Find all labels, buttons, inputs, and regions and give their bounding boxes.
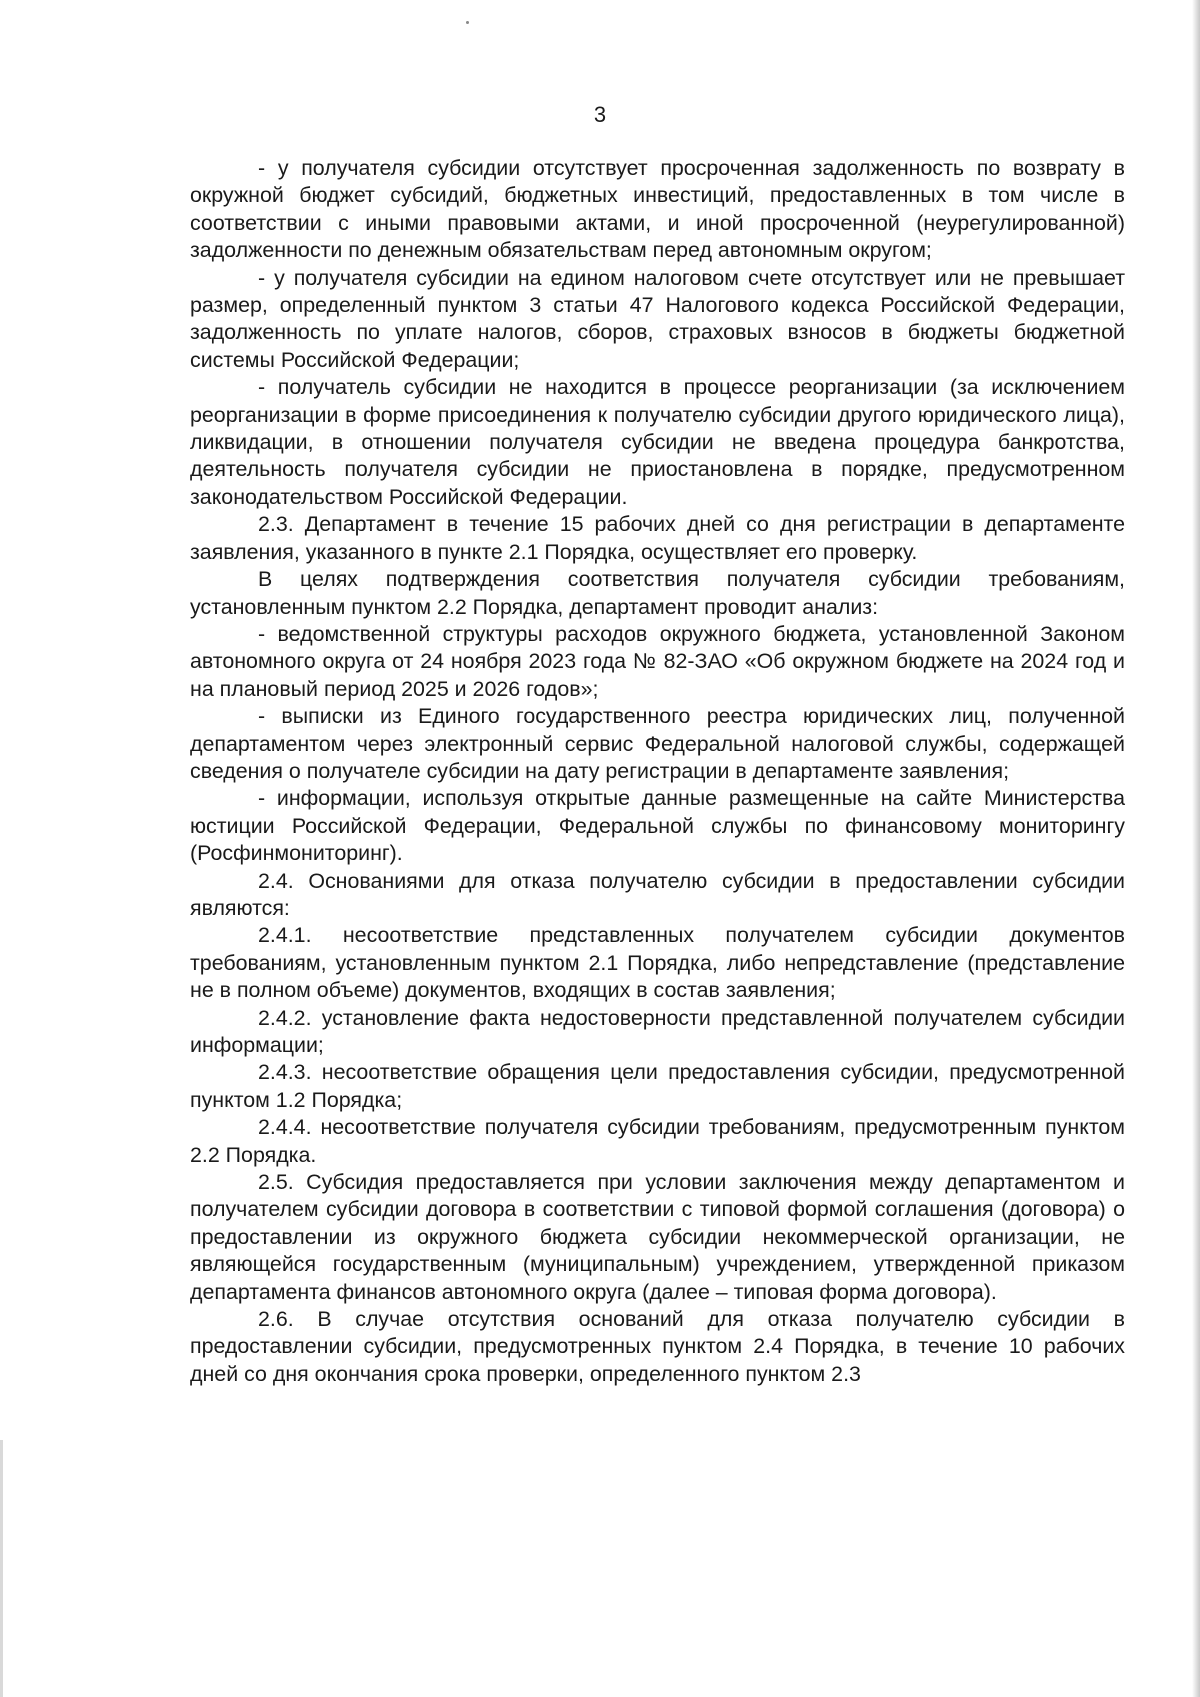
document-body [190, 155, 1125, 1388]
paragraph-2-4-2: 2.4.2. установление факта недостоверности представленной получателем субсидии информации; [190, 1005, 1125, 1057]
paragraph-open-data: - информации, используя открытые данные размещенные на сайте Министерства юстиции Российской Федерации, Федеральной службы по финансовому мониторингу (Росфинмониторинг). [190, 786, 1125, 866]
paragraph-2-4-4: 2.4.4. несоответствие получателя субсидии требованиям, предусмотренным пунктом 2.2 Порядка. [190, 1115, 1125, 1167]
paragraph-budget-structure: - ведомственной структуры расходов окружного бюджета, установленной Законом автономного округа от 24 ноября 2023 года № 82-ЗАО «Об окружном бюджете на 2024 год и на плановый период 2025 и 2026 годов»; [190, 621, 1125, 701]
paragraph-reorganization: - получатель субсидии не находится в процессе реорганизации (за исключением реорганизации в форме присоединения к получателю субсидии другого юридического лица), ликвидации, в отношении получателя субсидии не введена процедура банкротства, деятельность получателя субсидии не приостановлена в порядке, предусмотренном законодательством Российской Федерации. [190, 375, 1125, 509]
scan-speck [466, 21, 469, 24]
page-number: 3 [593, 102, 607, 127]
paragraph-2-5: 2.5. Субсидия предоставляется при условии заключения между департаментом и получателем субсидии договора в соответствии с типовой формой соглашения (договора) о предоставлении из окружного бюджета субсидии некоммерческой организации, не являющейся государственным (муниципальным) учреждением, утвержденной приказом департамента финансов автономного округа (далее – типовая форма договора). [190, 1170, 1125, 1304]
paragraph-2-4-1: 2.4.1. несоответствие представленных получателем субсидии документов требованиям, установленным пунктом 2.1 Порядка, либо непредставление (представление не в полном объеме) документов, входящих в состав заявления; [190, 923, 1125, 1003]
paragraph-2-6: 2.6. В случае отсутствия оснований для отказа получателю субсидии в предоставлении субсидии, предусмотренных пунктом 2.4 Порядка, в течение 10 рабочих дней со дня окончания срока проверки, определенного пунктом 2.3 [190, 1307, 1125, 1386]
paragraph-2-4-3: 2.4.3. несоответствие обращения цели предоставления субсидии, предусмотренной пунктом 1.2 Порядка; [190, 1060, 1125, 1112]
paragraph-no-overdue-debt: - у получателя субсидии отсутствует просроченная задолженность по возврату в окружной бюджет субсидий, бюджетных инвестиций, предоставленных в том числе в соответствии с иными правовыми актами, и иной просроченной (неурегулированной) задолженности по денежным обязательствам перед автономным округом; [190, 156, 1125, 263]
scan-edge-mark [0, 1440, 3, 1697]
paragraph-registry-extract: - выписки из Единого государственного реестра юридических лиц, полученной департаментом через электронный сервис Федеральной налоговой службы, содержащей сведения о получателе субсидии на дату регистрации в департаменте заявления; [190, 704, 1125, 783]
paragraph-2-3: 2.3. Департамент в течение 15 рабочих дней со дня регистрации в департаменте заявления, указанного в пункте 2.1 Порядка, осуществляет его проверку. [190, 512, 1125, 564]
scan-edge-shadow [1192, 0, 1200, 1697]
paragraph-2-4: 2.4. Основаниями для отказа получателю субсидии в предоставлении субсидии являются: [190, 868, 1125, 920]
paragraph-analysis-intro: В целях подтверждения соответствия получателя субсидии требованиям, установленным пунктом 2.2 Порядка, департамент проводит анализ: [190, 567, 1125, 619]
paragraph-tax-account: - у получателя субсидии на едином налоговом счете отсутствует или не превышает размер, определенный пунктом 3 статьи 47 Налогового кодекса Российской Федерации, задолженность по уплате налогов, сборов, страховых взносов в бюджеты бюджетной системы Российской Федерации; [190, 265, 1125, 372]
